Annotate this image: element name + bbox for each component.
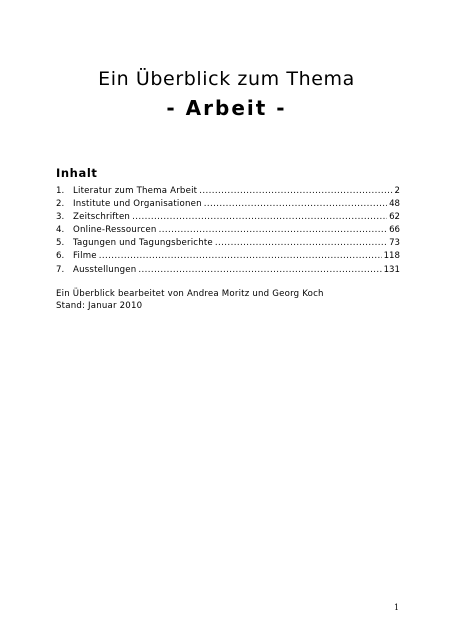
toc-entry xyxy=(56,237,400,250)
toc-entry-label: Tagungen und Tagungsberichte xyxy=(73,238,213,249)
toc-dot-leader xyxy=(204,198,387,211)
toc-entry xyxy=(56,211,400,224)
toc-heading: Inhalt xyxy=(56,166,98,180)
toc-entry-page: 48 xyxy=(389,199,400,210)
toc-entry-label: Filme xyxy=(73,251,97,262)
table-of-contents xyxy=(56,185,400,277)
toc-entry-page: 66 xyxy=(389,225,400,236)
authors-line: Ein Überblick bearbeitet von Andrea Moritz und Georg Koch xyxy=(56,289,324,299)
document-title: Ein Überblick zum Thema xyxy=(98,68,355,90)
toc-entry-page: 2 xyxy=(394,186,400,196)
toc-entry-page: 62 xyxy=(389,212,400,223)
toc-entry-number: 7. xyxy=(56,264,65,275)
toc-entry xyxy=(56,198,400,211)
toc-entry-number: 1. xyxy=(56,186,65,196)
toc-entry-page: 73 xyxy=(389,238,400,249)
toc-dot-leader xyxy=(99,250,382,263)
toc-entry-number: 6. xyxy=(56,251,65,262)
toc-entry-label: Institute und Organisationen xyxy=(73,199,202,210)
toc-entry-number: 5. xyxy=(56,238,65,249)
toc-entry-number: 2. xyxy=(56,199,65,210)
toc-entry xyxy=(56,224,400,237)
toc-entry-label: Online-Ressourcen xyxy=(73,225,157,236)
toc-entry xyxy=(56,185,400,198)
document-subtitle: - Arbeit - xyxy=(166,96,287,120)
toc-entry-label: Ausstellungen xyxy=(73,264,137,275)
toc-entry xyxy=(56,264,400,277)
page-number: 1 xyxy=(394,603,400,612)
toc-entry-page: 118 xyxy=(383,251,400,262)
toc-dot-leader xyxy=(199,185,392,198)
date-line: Stand: Januar 2010 xyxy=(56,301,143,312)
toc-entry-label: Literatur zum Thema Arbeit xyxy=(73,186,198,196)
toc-entry-number: 4. xyxy=(56,225,65,236)
toc-dot-leader xyxy=(132,211,387,224)
toc-entry-label: Zeitschriften xyxy=(73,212,131,223)
toc-dot-leader xyxy=(138,264,381,277)
toc-dot-leader xyxy=(215,237,387,250)
credits-block xyxy=(56,288,324,313)
toc-entry-number: 3. xyxy=(56,212,65,223)
toc-entry-page: 131 xyxy=(383,264,400,275)
toc-dot-leader xyxy=(159,224,388,237)
toc-entry xyxy=(56,250,400,263)
